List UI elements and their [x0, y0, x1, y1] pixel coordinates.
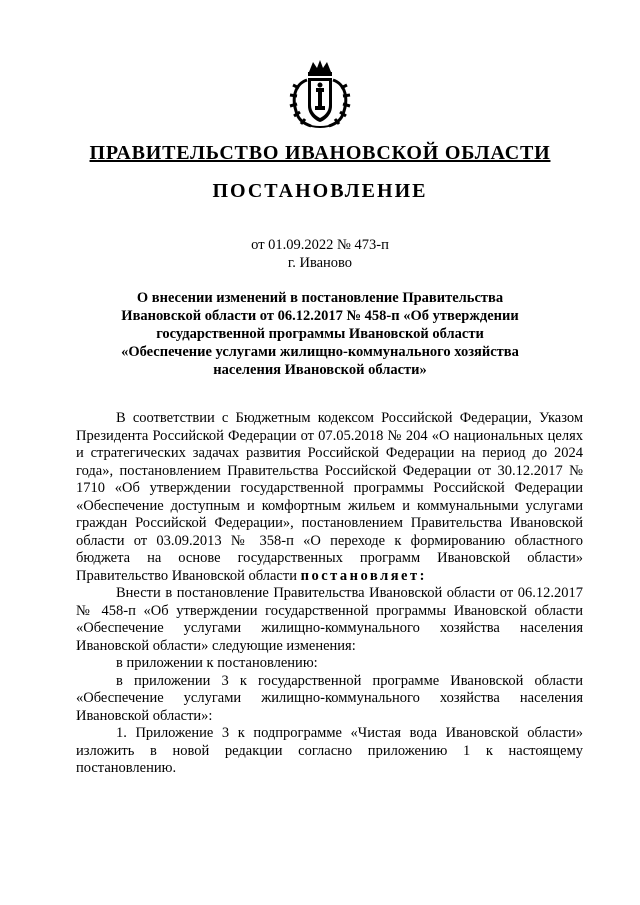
- body-paragraph: в приложении 3 к государственной программе Ивановской области «Обеспечение услугами жилищно-коммунального хозяйства населения Ивановской области»:: [76, 672, 583, 724]
- document-body: [76, 410, 583, 778]
- paragraph-text: В соответствии с Бюджетным кодексом Российской Федерации, Указом Президента Российской Федерации от 07.05.2018 № 204 «О национальных целях и стратегических задачах развития Российской Федерации на период до 2024 года», постановлением Правительства Российской Федерации от 30.12.2017 № 1710 «Об утверждении государственной программы Российской Федерации «Обеспечение доступным и комфортным жильем и коммунальными услугами граждан Российской Федерации», постановлением Правительства Ивановской области от 03.09.2013 № 358-п «О переходе к формированию областного бюджета на основе государственных программ Ивановской области» Правительство Ивановской области: [76, 410, 583, 584]
- resolves-keyword: постановляет:: [300, 567, 427, 584]
- body-paragraph: Внести в постановление Правительства Ивановской области от 06.12.2017 № 458-п «Об утверждении государственной программы Ивановской области «Обеспечение услугами жилищно-коммунального хозяйства населения Ивановской области» следующие изменения:: [76, 585, 583, 654]
- body-paragraph: 1. Приложение 3 к подпрограмме «Чистая вода Ивановской области» изложить в новой редакции согласно приложению 1 к настоящему постановлению.: [76, 725, 583, 776]
- coat-of-arms-icon: [287, 58, 353, 130]
- government-title: ПРАВИТЕЛЬСТВО ИВАНОВСКОЙ ОБЛАСТИ: [89, 142, 551, 164]
- body-paragraph: в приложении к постановлению:: [116, 655, 318, 671]
- document-subject: О внесении изменений в постановление Правительства Ивановской области от 06.12.2017 № 458-п «Об утверждении государственной программы Ивановской области «Обеспечение услугами жилищно-коммунального хозяйства населения Ивановской области»: [121, 290, 519, 378]
- document-city: г. Иваново: [287, 255, 353, 271]
- document-date-number: от 01.09.2022 № 473-п: [251, 237, 389, 253]
- document-type: ПОСТАНОВЛЕНИЕ: [212, 180, 428, 202]
- document-meta: [0, 236, 640, 272]
- body-paragraph: [76, 410, 583, 585]
